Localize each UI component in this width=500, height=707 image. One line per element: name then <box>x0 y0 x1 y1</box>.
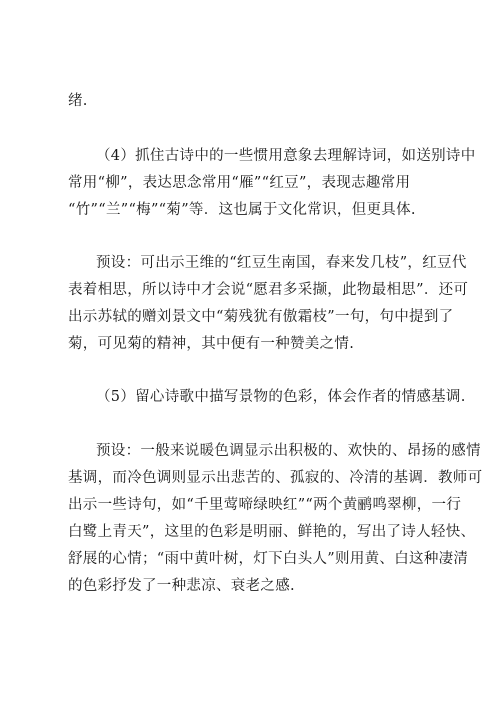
preset1-line-3: 出示苏轼的赠刘景文中“菊残犹有傲霜枝”一句，句中提到了 <box>68 309 454 325</box>
preset2-line-1: 预设：一般来说暖色调显示出积极的、欢快的、昂扬的感情 <box>96 443 481 459</box>
fragment-end-text: 绪. <box>68 93 88 109</box>
preset2-line-5: 舒展的心情；“雨中黄叶树，灯下白头人”则用黄、白这种凄清 <box>68 551 469 567</box>
preset2-line-6: 的色彩抒发了一种悲凉、衰老之感. <box>68 578 295 594</box>
section5-line-1: （5）留心诗歌中描写景物的色彩，体会作者的情感基调. <box>96 389 466 405</box>
preset2-line-4: 白鹭上青天”，这里的色彩是明丽、鲜艳的，写出了诗人轻快、 <box>68 524 476 540</box>
preset2-line-2: 基调，而冷色调则显示出悲苦的、孤寂的、冷清的基调．教师可 <box>68 470 483 486</box>
preset2-line-3: 出示一些诗句，如“千里莺啼绿映红”“两个黄鹂鸣翠柳，一行 <box>68 497 462 513</box>
preset1-line-2: 表着相思，所以诗中才会说“愿君多采撷，此物最相思”．还可 <box>68 282 469 298</box>
section4-line-1: （4）抓住古诗中的一些惯用意象去理解诗词，如送别诗中 <box>96 148 476 164</box>
section4-line-2: 常用“柳”，表达思念常用“雁”“红豆”，表现志趣常用 <box>68 175 411 191</box>
preset1-line-1: 预设：可出示王维的“红豆生南国，春来发几枝”，红豆代 <box>96 255 467 271</box>
section4-line-3: “竹”“兰”“梅”“菊”等．这也属于文化常识，但更具体. <box>68 202 416 218</box>
preset1-line-4: 菊，可见菊的精神，其中便有一种赞美之情. <box>68 336 355 352</box>
